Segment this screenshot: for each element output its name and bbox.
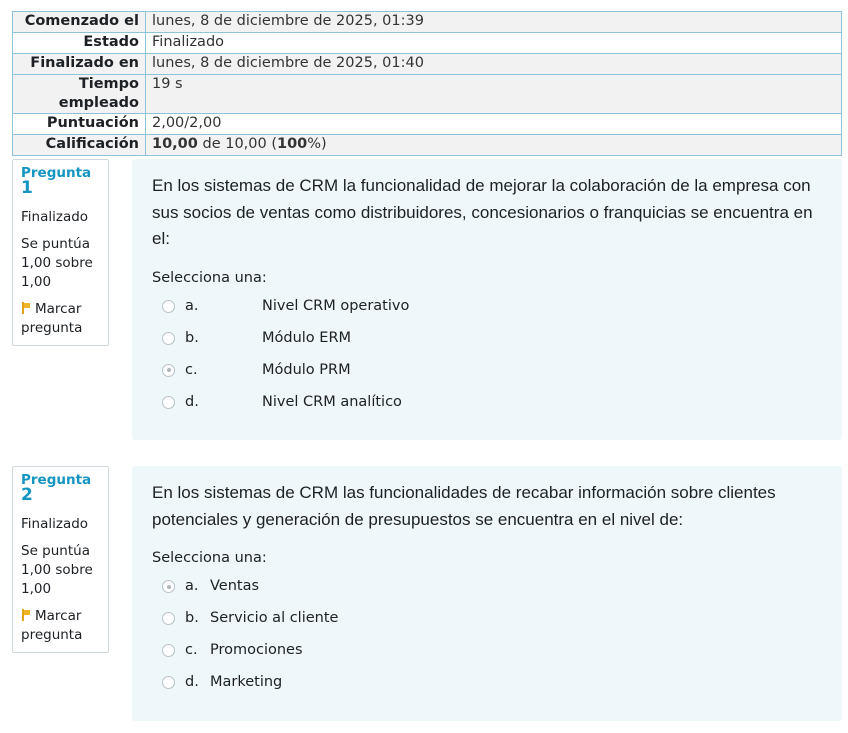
question-grade: Se puntúa 1,00 sobre 1,00 bbox=[21, 543, 93, 597]
answer-label: Ventas bbox=[210, 578, 260, 594]
radio-button[interactable] bbox=[162, 332, 175, 345]
radio-button[interactable] bbox=[162, 644, 175, 657]
attempt-summary-table bbox=[12, 11, 842, 156]
question-number: 2 bbox=[21, 485, 33, 505]
answer-option-c[interactable] bbox=[152, 354, 822, 386]
flag-label: Marcar pregunta bbox=[21, 608, 83, 643]
summary-label: Puntuación bbox=[13, 114, 146, 135]
summary-value: lunes, 8 de diciembre de 2025, 01:39 bbox=[146, 12, 842, 33]
answer-label: Promociones bbox=[210, 642, 303, 658]
summary-value: lunes, 8 de diciembre de 2025, 01:40 bbox=[146, 54, 842, 75]
question-2-content bbox=[132, 466, 842, 721]
grade-value: 10,00 bbox=[152, 136, 198, 152]
answer-letter: d. bbox=[185, 674, 199, 690]
question-word: Pregunta bbox=[21, 165, 92, 181]
answer-prompt: Selecciona una: bbox=[152, 269, 267, 286]
answer-label: Módulo ERM bbox=[262, 329, 352, 346]
summary-row-started bbox=[13, 12, 842, 33]
question-1-info bbox=[12, 159, 109, 346]
answer-option-b[interactable] bbox=[152, 322, 822, 354]
summary-row-score bbox=[13, 114, 842, 135]
answer-prompt: Selecciona una: bbox=[152, 550, 267, 566]
radio-button[interactable] bbox=[162, 396, 175, 409]
summary-row-time bbox=[13, 75, 842, 114]
flag-icon bbox=[21, 302, 31, 314]
question-word: Pregunta bbox=[21, 472, 92, 488]
radio-button[interactable] bbox=[162, 300, 175, 313]
summary-row-finished bbox=[13, 54, 842, 75]
summary-value: 2,00/2,00 bbox=[146, 114, 842, 135]
summary-row-state bbox=[13, 33, 842, 54]
answer-letter: b. bbox=[185, 329, 199, 346]
question-grade: Se puntúa 1,00 sobre 1,00 bbox=[21, 236, 93, 290]
summary-label: Tiempo empleado bbox=[13, 75, 146, 114]
answer-letter: a. bbox=[185, 297, 199, 314]
question-2-info bbox=[12, 466, 109, 653]
radio-button[interactable] bbox=[162, 676, 175, 689]
summary-value: 19 s bbox=[146, 75, 842, 114]
answer-letter: b. bbox=[185, 610, 199, 626]
grade-total: de 10,00 ( bbox=[197, 136, 277, 152]
summary-label: Comenzado el bbox=[13, 12, 146, 33]
answer-option-a[interactable] bbox=[152, 290, 822, 322]
answer-letter: a. bbox=[185, 578, 199, 594]
answer-option-d[interactable] bbox=[152, 386, 822, 418]
question-number: 1 bbox=[21, 178, 33, 198]
question-state: Finalizado bbox=[21, 516, 89, 532]
answer-letter: d. bbox=[185, 393, 199, 410]
answer-list bbox=[152, 570, 822, 698]
answer-label: Marketing bbox=[210, 674, 283, 690]
answer-option-a[interactable] bbox=[152, 570, 822, 602]
answer-letter: c. bbox=[185, 361, 198, 378]
grade-percent-suffix: %) bbox=[307, 136, 327, 152]
summary-value bbox=[146, 135, 842, 156]
summary-label: Calificación bbox=[13, 135, 146, 156]
question-text: En los sistemas de CRM la funcionalidad de mejorar la colaboración de la empresa con sus socios de ventas como distribuidores, concesionarios o franquicias se encuentra en el: bbox=[152, 176, 813, 248]
answer-label: Nivel CRM operativo bbox=[262, 297, 410, 314]
flag-icon bbox=[21, 609, 31, 621]
question-state: Finalizado bbox=[21, 209, 89, 225]
radio-button-selected[interactable] bbox=[162, 364, 175, 377]
flag-label: Marcar pregunta bbox=[21, 301, 83, 336]
answer-label: Servicio al cliente bbox=[210, 610, 339, 626]
answer-letter: c. bbox=[185, 642, 198, 658]
summary-value: Finalizado bbox=[146, 33, 842, 54]
radio-button-selected[interactable] bbox=[162, 580, 175, 593]
summary-label: Finalizado en bbox=[13, 54, 146, 75]
answer-option-d[interactable] bbox=[152, 666, 822, 698]
summary-row-grade bbox=[13, 135, 842, 156]
question-1-content bbox=[132, 159, 842, 440]
answer-label: Nivel CRM analítico bbox=[262, 393, 402, 410]
grade-percent: 100 bbox=[277, 136, 308, 152]
answer-label: Módulo PRM bbox=[262, 361, 351, 378]
flag-question-link[interactable] bbox=[21, 607, 108, 645]
answer-option-b[interactable] bbox=[152, 602, 822, 634]
answer-option-c[interactable] bbox=[152, 634, 822, 666]
radio-button[interactable] bbox=[162, 612, 175, 625]
answer-list bbox=[152, 290, 822, 418]
question-text: En los sistemas de CRM las funcionalidades de recabar información sobre clientes potenciales y generación de presupuestos se encuentra en el nivel de: bbox=[152, 483, 776, 529]
flag-question-link[interactable] bbox=[21, 300, 108, 338]
summary-label: Estado bbox=[13, 33, 146, 54]
